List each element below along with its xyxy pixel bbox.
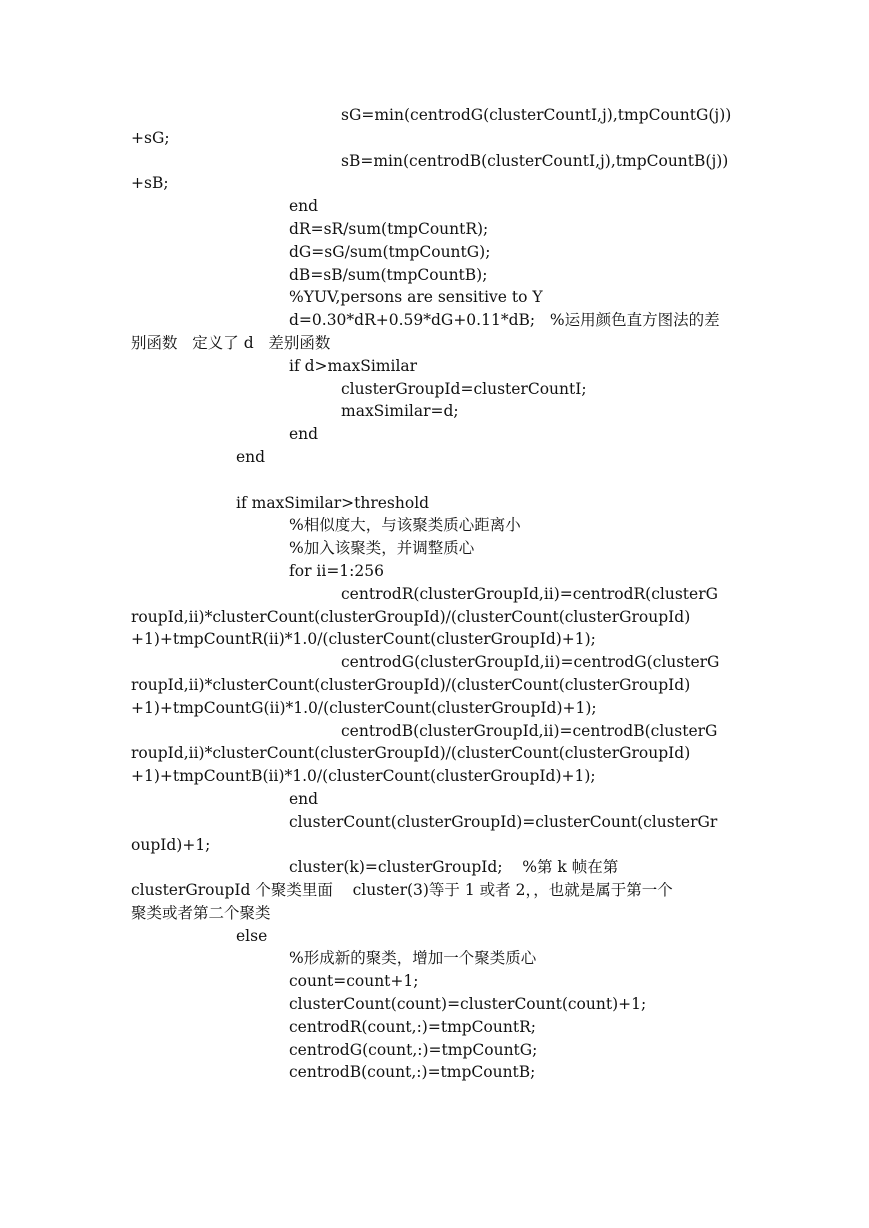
code-line: sB=min(centrodB(clusterCountI,j),tmpCountB(j)) — [341, 151, 729, 170]
code-line: end — [289, 197, 319, 216]
code-line: if maxSimilar>threshold — [236, 493, 430, 512]
code-line: dB=sB/sum(tmpCountB); — [289, 265, 488, 284]
code-line: else — [236, 926, 268, 945]
code-line: maxSimilar=d; — [341, 402, 459, 421]
code-line: %相似度大，与该聚类质心距离小 — [289, 516, 521, 535]
code-line: +1)+tmpCountR(ii)*1.0/(clusterCount(clusterGroupId)+1); — [131, 630, 596, 649]
code-line: +sB; — [131, 174, 169, 193]
code-line: centrodG(count,:)=tmpCountG; — [289, 1040, 538, 1059]
code-line: oupId)+1; — [131, 835, 211, 854]
code-line: clusterCount(count)=clusterCount(count)+1; — [289, 995, 647, 1014]
code-line: dG=sG/sum(tmpCountG); — [289, 242, 491, 261]
code-line: end — [236, 447, 266, 466]
code-line: sG=min(centrodG(clusterCountI,j),tmpCountG(j)) — [341, 106, 732, 124]
code-line: roupId,ii)*clusterCount(clusterGroupId)/(clusterCount(clusterGroupId) — [131, 607, 691, 626]
code-line: centrodG(clusterGroupId,ii)=centrodG(clusterG — [341, 653, 720, 672]
code-line: end — [289, 789, 319, 808]
code-line: clusterCount(clusterGroupId)=clusterCount(clusterGr — [289, 812, 718, 831]
code-line: +1)+tmpCountG(ii)*1.0/(clusterCount(clusterGroupId)+1); — [131, 698, 597, 717]
code-line: cluster(k)=clusterGroupId; %第 k 帧在第 — [289, 858, 619, 877]
code-line: %加入该聚类，并调整质心 — [289, 539, 475, 558]
code-line: clusterGroupId=clusterCountI; — [341, 379, 587, 398]
code-line: dR=sR/sum(tmpCountR); — [289, 219, 489, 238]
code-line: 别函数 定义了 d 差别函数 — [131, 333, 331, 352]
code-line: roupId,ii)*clusterCount(clusterGroupId)/(clusterCount(clusterGroupId) — [131, 675, 691, 694]
code-line: %YUV,persons are sensitive to Y — [289, 288, 543, 307]
code-line: +1)+tmpCountB(ii)*1.0/(clusterCount(clusterGroupId)+1); — [131, 767, 596, 786]
code-line: roupId,ii)*clusterCount(clusterGroupId)/(clusterCount(clusterGroupId) — [131, 744, 691, 763]
code-line — [131, 469, 751, 492]
code-line: centrodR(clusterGroupId,ii)=centrodR(clusterG — [341, 584, 718, 603]
code-line: %形成新的聚类，增加一个聚类质心 — [289, 949, 537, 968]
code-line: for ii=1:256 — [289, 561, 384, 580]
code-line: +sG; — [131, 128, 170, 147]
code-line: centrodB(count,:)=tmpCountB; — [289, 1063, 536, 1082]
code-listing — [131, 104, 751, 1084]
code-line: clusterGroupId 个聚类里面 cluster(3)等于 1 或者 2，，也就是属于第一个 — [131, 881, 673, 900]
code-line: centrodR(count,:)=tmpCountR; — [289, 1017, 536, 1036]
code-line: d=0.30*dR+0.59*dG+0.11*dB; %运用颜色直方图法的差 — [289, 311, 720, 330]
code-line: count=count+1; — [289, 972, 419, 991]
code-line: if d>maxSimilar — [289, 356, 418, 375]
code-line: end — [289, 425, 319, 444]
code-line: centrodB(clusterGroupId,ii)=centrodB(clusterG — [341, 721, 718, 740]
code-line: 聚类或者第二个聚类 — [131, 903, 271, 922]
